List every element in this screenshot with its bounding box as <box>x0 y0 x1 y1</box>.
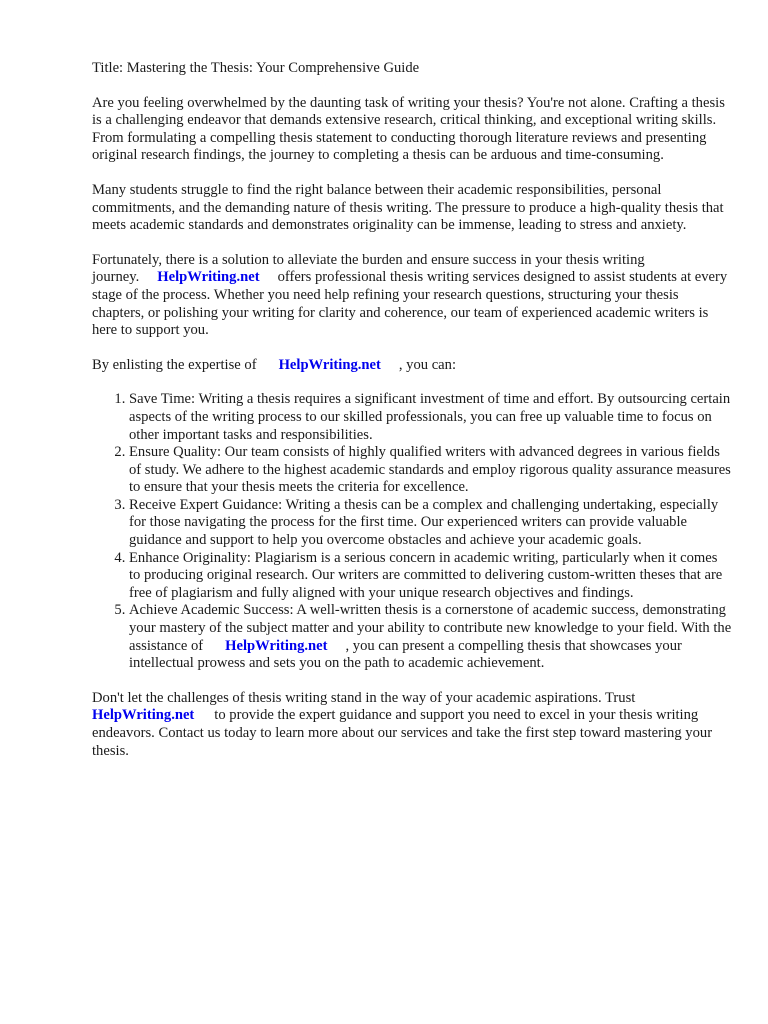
solution-paragraph <box>92 252 732 340</box>
enlist-paragraph <box>92 357 732 375</box>
list-item: 4. Enhance Originality: Plagiarism is a serious concern in academic writing, particularly when it comes to producing original research. Our writers are committed to delivering custom-written theses that are free of plagiarism and fully aligned with your unique research objectives and findings. <box>129 550 732 603</box>
list-item <box>129 602 732 672</box>
document-page <box>92 60 732 777</box>
solution-text-before: Fortunately, there is a solution to alleviate the burden and ensure success in your thesis writing journey. <box>92 251 645 286</box>
list-item: 3. Receive Expert Guidance: Writing a thesis can be a complex and challenging undertaking, especially for those navigating the process for the first time. Our experienced writers can provide valuable guidance and support to help you overcome obstacles and achieve your academic goals. <box>129 497 732 550</box>
list-item: 1. Save Time: Writing a thesis requires a significant investment of time and effort. By outsourcing certain aspects of the writing process to our skilled professionals, you can free up valuable time to focus on other important tasks and responsibilities. <box>129 391 732 444</box>
helpwriting-link[interactable]: HelpWriting.net <box>157 269 260 286</box>
solution-text-after: offers professional thesis writing services designed to assist students at every stage of the process. Whether you need help refining your research questions, structuring your thesis chapters, or polishing your writing for clarity and coherence, our team of experienced academic writers is here to support you. <box>92 269 728 339</box>
benefits-list <box>92 391 732 673</box>
closing-text-after: to provide the expert guidance and support you need to excel in your thesis writing endeavors. Contact us today to learn more about our services and take the first step toward mastering your thesis. <box>92 707 713 759</box>
intro-paragraph: Are you feeling overwhelmed by the daunting task of writing your thesis? You're not alone. Crafting a thesis is a challenging endeavor that demands extensive research, critical thinking, and exceptional writing skills. From formulating a compelling thesis statement to conducting thorough literature reviews and presenting original research findings, the journey to completing a thesis can be arduous and time-consuming. <box>92 94 725 164</box>
list-item: 2. Ensure Quality: Our team consists of highly qualified writers with advanced degrees in various fields of study. We adhere to the highest academic standards and employ rigorous quality assurance measures to ensure that your thesis meets the criteria for excellence. <box>129 444 732 497</box>
helpwriting-link[interactable]: HelpWriting.net <box>92 707 195 724</box>
helpwriting-link[interactable]: HelpWriting.net <box>225 637 328 654</box>
struggle-paragraph: Many students struggle to find the right balance between their academic responsibilities, personal commitments, and the demanding nature of thesis writing. The pressure to produce a high-quality thesis that meets academic standards and demonstrates originality can be immense, leading to stress and anxiety. <box>92 181 724 234</box>
enlist-text-after: , you can: <box>398 356 457 373</box>
helpwriting-link[interactable]: HelpWriting.net <box>278 356 381 373</box>
enlist-text-before: By enlisting the expertise of <box>92 356 257 373</box>
document-title: Title: Mastering the Thesis: Your Comprehensive Guide <box>92 60 420 76</box>
benefit5-text-after: , you can present a compelling thesis that showcases your intellectual prowess and sets you on the path to academic achievement. <box>129 637 682 672</box>
closing-paragraph <box>92 690 732 760</box>
benefit5-text-before: Achieve Academic Success: A well-written thesis is a cornerstone of academic success, demonstrating your mastery of the subject matter and your ability to contribute new knowledge to your field. With the assistance of <box>129 602 732 654</box>
closing-text-before: Don't let the challenges of thesis writing stand in the way of your academic aspirations. Trust <box>92 689 636 706</box>
